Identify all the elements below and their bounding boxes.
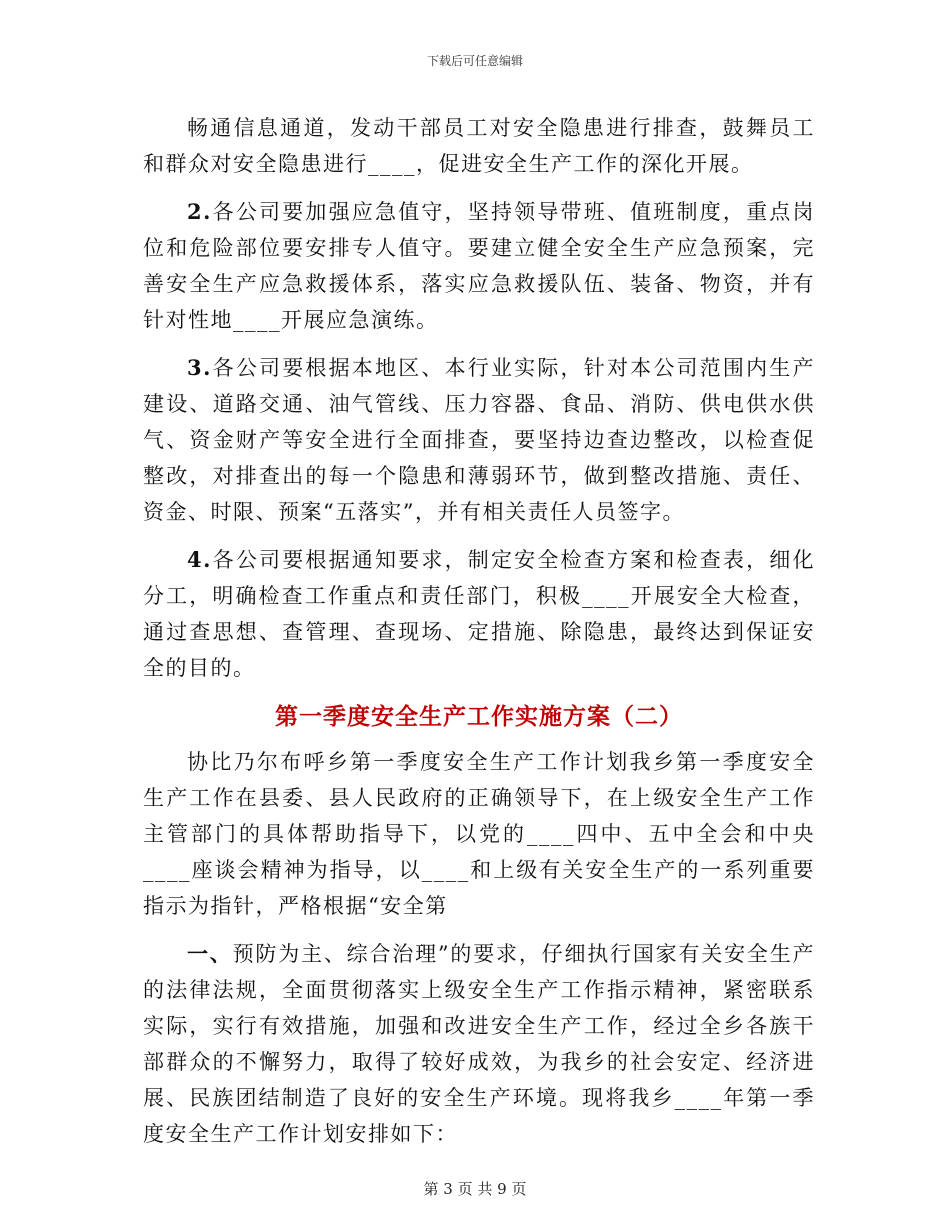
paragraph-text: 预防为主、综合治理”的要求，仔细执行国家有关安全生产的法律法规，全面贯彻落实上级安全生产工作指示精神，紧密联系实际，实行有效措施，加强和改进安全生产工作，经过全乡各族干部群众的不懈努力，取得了较好成效，为我乡的社会安定、经济进展、民族团结制造了良好的安全生产环境。现将我乡____年第一季度安全生产工作计划安排如下：	[143, 942, 816, 1146]
page-header: 下载后可任意编辑	[426, 54, 523, 68]
paragraph-2	[143, 194, 815, 338]
paragraph-text: 协比乃尔布呼乡第一季度安全生产工作计划我乡第一季度安全生产工作在县委、县人民政府的正确领导下，在上级安全生产工作主管部门的具体帮助指导下，以党的____四中、五中全会和中央____座谈会精神为指导，以____和上级有关安全生产的一系列重要指示为指针，严格根据“安全第	[143, 750, 815, 918]
paragraph-text: 各公司要根据通知要求，制定安全检查方案和检查表，细化分工，明确检查工作重点和责任部门，积极____开展安全大检查，通过查思想、查管理、查现场、定措施、除隐患，最终达到保证安全的目的。	[143, 548, 815, 680]
paragraph-text: 畅通信息通道，发动干部员工对安全隐患进行排查，鼓舞员工和群众对安全隐患进行____，促进安全生产工作的深化开展。	[143, 116, 815, 176]
paragraph-text: 各公司要加强应急值守，坚持领导带班、值班制度，重点岗位和危险部位要安排专人值守。要建立健全安全生产应急预案，完善安全生产应急救援体系，落实应急救援队伍、装备、物资，并有针对性地____开展应急演练。	[143, 200, 815, 332]
paragraph-number: 2.	[187, 199, 212, 224]
paragraph-1	[143, 110, 815, 182]
paragraph-6	[143, 936, 815, 1152]
section-title: 第一季度安全生产工作实施方案（二）	[275, 703, 683, 730]
page-footer: 第 3 页 共 9 页	[423, 1180, 527, 1198]
paragraph-number: 4.	[187, 547, 212, 572]
paragraph-lead: 一、	[187, 941, 233, 966]
paragraph-text: 各公司要根据本地区、本行业实际，针对本公司范围内生产建设、道路交通、油气管线、压力容器、食品、消防、供电供水供气、资金财产等安全进行全面排查，要坚持边查边整改，以检查促整改，对排查出的每一个隐患和薄弱环节，做到整改措施、责任、资金、时限、预案“五落实”，并有相关责任人员签字。	[143, 356, 815, 524]
paragraph-number: 3.	[187, 355, 212, 380]
paragraph-3	[143, 350, 815, 530]
paragraph-4	[143, 542, 815, 686]
paragraph-5	[143, 744, 815, 924]
document-body	[143, 110, 815, 1164]
